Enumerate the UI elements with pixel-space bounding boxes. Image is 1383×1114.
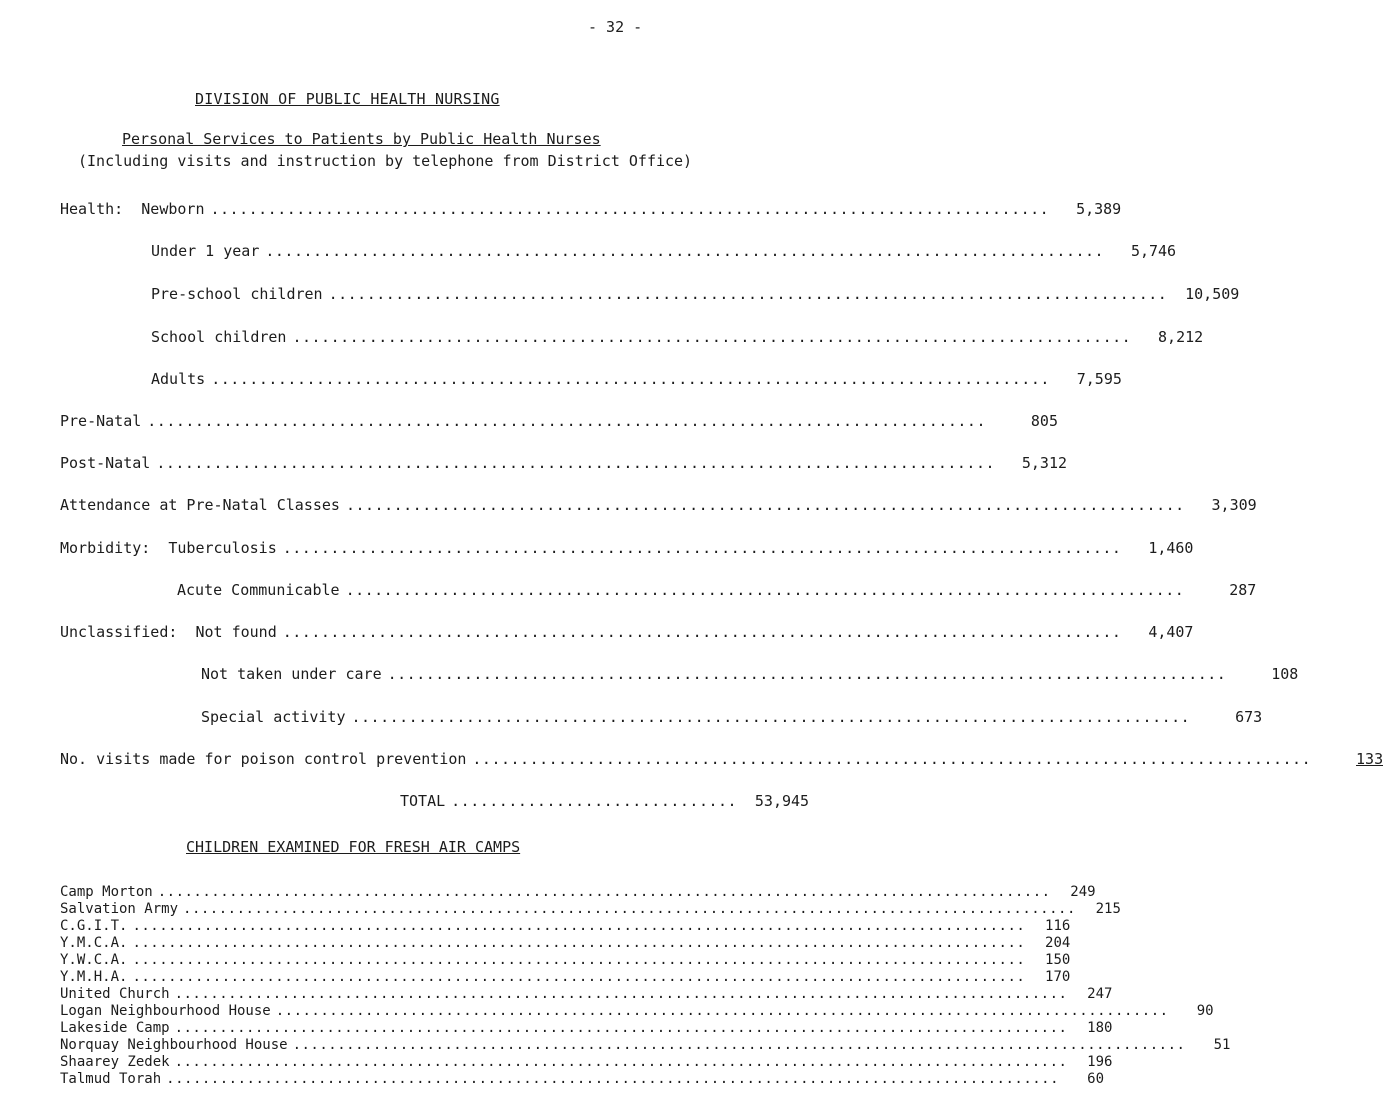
row-label: Attendance at Pre-Natal Classes (60, 496, 340, 514)
camp-label: Y.W.C.A. (60, 952, 128, 968)
camp-label: Norquay Neighbourhood House (60, 1037, 288, 1053)
row-value: 7,595 (1076, 370, 1122, 388)
services-row (151, 368, 1122, 390)
row-label: No. visits made for poison control prevention (60, 750, 467, 768)
camp-row (60, 1003, 1214, 1020)
camp-row (60, 969, 1071, 986)
camp-row (60, 1037, 1231, 1054)
camps-title: CHILDREN EXAMINED FOR FRESH AIR CAMPS (186, 838, 521, 856)
row-label: Not taken under care (201, 665, 382, 683)
leader-dots: .............................. (451, 792, 738, 810)
row-label: Special activity (201, 708, 346, 726)
leader-dots: ........................................................................................ (351, 708, 1191, 726)
page-number: - 32 - (588, 18, 643, 36)
camp-label: United Church (60, 986, 170, 1002)
camp-row (60, 1054, 1113, 1071)
row-value: 5,746 (1130, 242, 1177, 260)
leader-dots: .................................................................................................... (132, 918, 1026, 934)
row-value: 287 (1229, 581, 1257, 599)
camp-label: Talmud Torah (60, 1071, 162, 1087)
services-row (60, 452, 1068, 474)
leader-dots: .................................................................................................... (174, 1054, 1068, 1070)
services-title: Personal Services to Patients by Public Health Nurses (122, 130, 601, 148)
row-value: 4,407 (1148, 623, 1194, 641)
total-value: 53,945 (754, 792, 810, 810)
row-label: Morbidity: Tuberculosis (60, 539, 277, 557)
camp-value: 60 (1087, 1071, 1105, 1087)
services-row (60, 621, 1194, 643)
camp-label: Salvation Army (60, 901, 179, 917)
row-label: Acute Communicable (177, 581, 340, 599)
leader-dots: .................................................................................................... (132, 935, 1026, 951)
leader-dots: ........................................................................................ (387, 665, 1227, 683)
services-row (201, 663, 1299, 685)
leader-dots: .................................................................................................... (132, 952, 1026, 968)
camp-value: 51 (1213, 1037, 1231, 1053)
row-value: 108 (1271, 665, 1299, 683)
camp-value: 196 (1087, 1054, 1113, 1070)
row-value: 5,389 (1076, 200, 1122, 218)
row-value: 673 (1235, 708, 1263, 726)
leader-dots: ........................................................................................ (210, 200, 1050, 218)
division-title: DIVISION OF PUBLIC HEALTH NURSING (195, 90, 500, 108)
camp-value: 204 (1045, 935, 1071, 951)
row-label: School children (151, 328, 287, 346)
leader-dots: ........................................................................................ (211, 370, 1050, 388)
camp-label: Y.M.H.A. (60, 969, 128, 985)
total-row (400, 790, 810, 812)
row-value: 133 (1356, 750, 1383, 768)
camp-value: 150 (1045, 952, 1071, 968)
leader-dots: ........................................................................................ (292, 328, 1132, 346)
leader-dots: .................................................................................................... (275, 1003, 1169, 1019)
services-row (151, 326, 1204, 348)
camp-label: Logan Neighbourhood House (60, 1003, 271, 1019)
camp-value: 116 (1045, 918, 1071, 934)
services-row (60, 198, 1122, 220)
row-value: 8,212 (1158, 328, 1204, 346)
leader-dots: ........................................................................................ (282, 539, 1122, 557)
camp-row (60, 1071, 1105, 1088)
camp-value: 90 (1196, 1003, 1214, 1019)
leader-dots: ........................................................................................ (328, 285, 1168, 303)
row-label: Unclassified: Not found (60, 623, 277, 641)
row-value: 3,309 (1211, 496, 1257, 514)
row-value: 805 (1030, 412, 1058, 430)
camp-row (60, 952, 1071, 969)
leader-dots: .................................................................................................... (292, 1037, 1186, 1053)
leader-dots: .................................................................................................... (132, 969, 1026, 985)
camp-label: Y.M.C.A. (60, 935, 128, 951)
services-row (60, 410, 1058, 432)
leader-dots: ........................................................................................ (156, 454, 996, 472)
row-value: 5,312 (1021, 454, 1068, 472)
row-label: Pre-school children (151, 285, 323, 303)
camp-row (60, 901, 1121, 918)
camp-row (60, 935, 1071, 952)
row-label: Adults (151, 370, 206, 388)
leader-dots: .................................................................................................... (183, 901, 1076, 917)
camp-label: Shaarey Zedek (60, 1054, 170, 1070)
leader-dots: ........................................................................................ (345, 581, 1185, 599)
camp-value: 180 (1087, 1020, 1113, 1036)
leader-dots: .................................................................................................... (174, 986, 1068, 1002)
services-row (60, 494, 1257, 516)
services-subtitle: (Including visits and instruction by telephone from District Office) (78, 152, 693, 170)
camp-label: C.G.I.T. (60, 918, 128, 934)
camp-row (60, 986, 1113, 1003)
camp-value: 247 (1087, 986, 1113, 1002)
services-row (60, 748, 1383, 770)
leader-dots: .................................................................................................... (166, 1071, 1060, 1087)
leader-dots: .................................................................................................... (174, 1020, 1068, 1036)
row-label: Post-Natal (60, 454, 151, 472)
services-row (151, 283, 1240, 305)
row-label: Pre-Natal (60, 412, 142, 430)
camp-label: Camp Morton (60, 884, 153, 900)
leader-dots: ........................................................................................ (472, 750, 1312, 768)
services-row (201, 706, 1263, 728)
row-value: 1,460 (1148, 539, 1194, 557)
leader-dots: .................................................................................................... (157, 884, 1051, 900)
camp-row (60, 1020, 1113, 1037)
row-value: 10,509 (1185, 285, 1240, 303)
camp-label: Lakeside Camp (60, 1020, 170, 1036)
camp-value: 215 (1095, 901, 1121, 917)
camp-value: 170 (1045, 969, 1071, 985)
leader-dots: ........................................................................................ (345, 496, 1185, 514)
camp-value: 249 (1070, 884, 1096, 900)
row-label: Health: Newborn (60, 200, 205, 218)
leader-dots: ........................................................................................ (265, 242, 1105, 260)
row-label: Under 1 year (151, 242, 260, 260)
services-row (151, 240, 1177, 262)
services-row (60, 537, 1194, 559)
camp-row (60, 884, 1096, 901)
leader-dots: ........................................................................................ (147, 412, 986, 430)
total-label: TOTAL (400, 792, 446, 810)
leader-dots: ........................................................................................ (282, 623, 1122, 641)
services-row (177, 579, 1257, 601)
camp-row (60, 918, 1071, 935)
